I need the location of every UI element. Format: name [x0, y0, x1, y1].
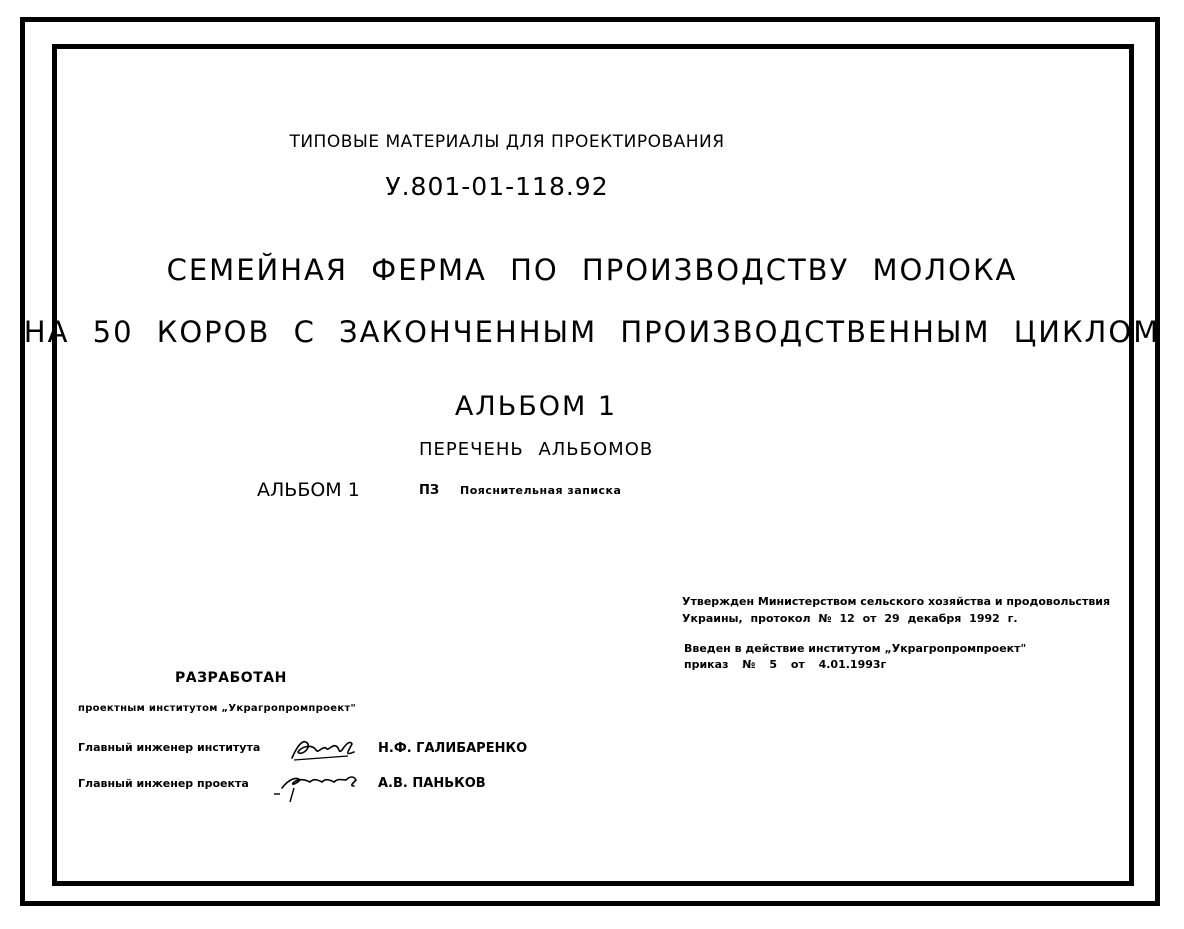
- signer-name: Н.Ф. ГАЛИБАРЕНКО: [378, 741, 528, 756]
- approval-line-2: Украины, протокол № 12 от 29 декабря 1992 г.: [682, 612, 1018, 625]
- album-entry-label: АЛЬБОМ 1: [257, 479, 360, 501]
- enactment-line-2: приказ № 5 от 4.01.1993г: [684, 658, 887, 671]
- signer-role: Главный инженер проекта: [78, 777, 249, 790]
- album-entry-name: Пояснительная записка: [460, 484, 622, 497]
- signer-role: Главный инженер института: [78, 741, 261, 754]
- album-list-heading: ПЕРЕЧЕНЬ АЛЬБОМОВ: [419, 439, 654, 460]
- developer-institute: проектным институтом „Украгропромпроект": [78, 703, 357, 714]
- series-title: ТИПОВЫЕ МАТЕРИАЛЫ ДЛЯ ПРОЕКТИРОВАНИЯ: [289, 132, 725, 152]
- album-entry-code: ПЗ: [419, 483, 440, 498]
- main-title-line-2: НА 50 КОРОВ С ЗАКОНЧЕННЫМ ПРОИЗВОДСТВЕННЫМ ЦИКЛОМ: [23, 315, 1161, 349]
- signer-name: А.В. ПАНЬКОВ: [378, 776, 486, 791]
- document-code: У.801-01-118.92: [385, 172, 609, 201]
- album-heading: АЛЬБОМ 1: [454, 391, 618, 422]
- developer-heading: РАЗРАБОТАН: [175, 670, 287, 686]
- approval-line-1: Утвержден Министерством сельского хозяйства и продовольствия: [682, 595, 1111, 608]
- enactment-line-1: Введен в действие институтом „Украгропромпроект": [684, 642, 1027, 655]
- inner-frame: [52, 44, 1134, 886]
- signature-1: [288, 734, 360, 764]
- main-title-line-1: СЕМЕЙНАЯ ФЕРМА ПО ПРОИЗВОДСТВУ МОЛОКА: [166, 253, 1018, 287]
- signature-2: [270, 766, 366, 806]
